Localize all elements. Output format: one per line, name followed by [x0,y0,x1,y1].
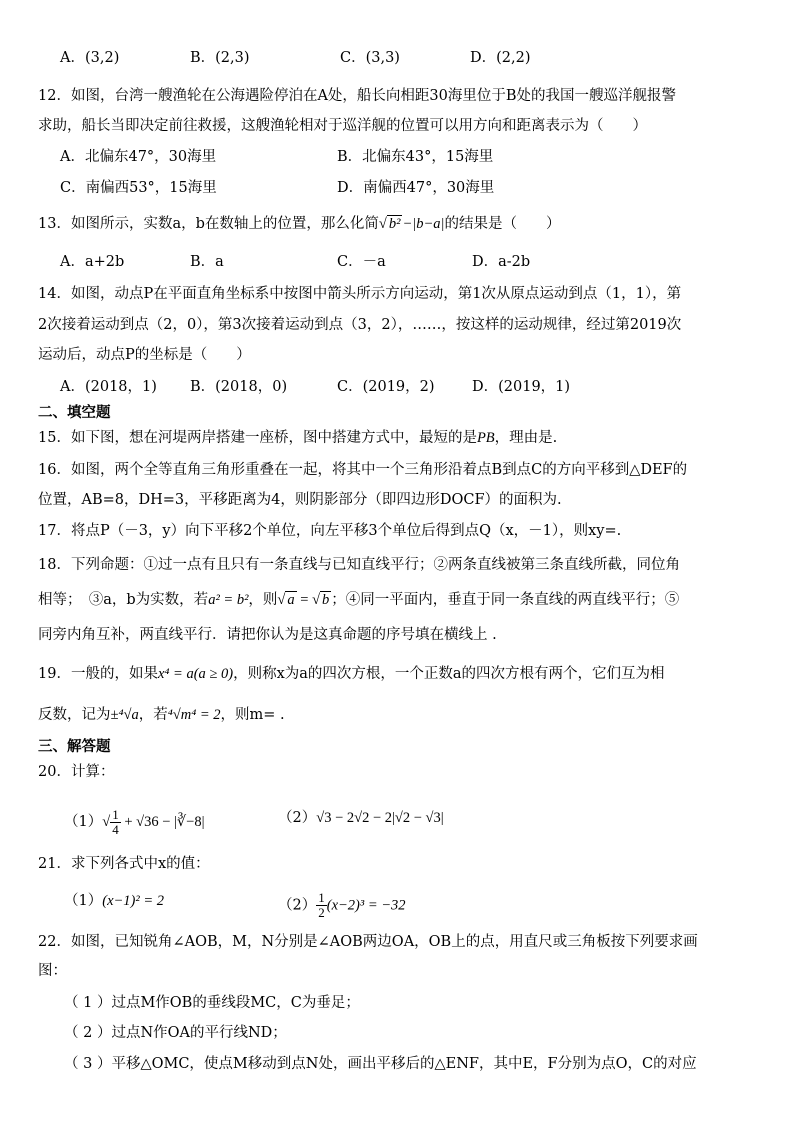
q18-equation: a² = b² [208,592,249,608]
q14-option-d: D．(2019，1) [472,379,571,395]
q15-prefix: 15．如下图，想在河堤两岸搭建一座桥，图中搭建方式中，最短的是 [38,430,477,446]
q15-suffix: ，理由是. [494,430,558,446]
q21-part-2 [278,891,406,920]
q21-expression-1: (x−1)² = 2 [102,893,164,909]
q19-line-2 [38,705,285,725]
q18-line-2: 相等； ③a，b为实数，若a² = b²，则√ a = √ b ；④同一平面内，垂直于同一条直线的两直线平行；⑤ [38,592,680,608]
q20-expression-1: + √36 − |∛−8| [120,813,205,830]
q15-pb: PB [476,430,495,446]
q14-line-2: 2次接着运动到点（2，0），第3次接着运动到点（3，2），……，按这样的运动规律，经过第2019次 [38,317,682,333]
q19-line2-c: ，则m= . [220,707,285,723]
q12-option-b: B．北偏东43°，15海里 [337,149,494,165]
q19-line1-a: 19．一般的，如果 [38,666,158,682]
q20-part-2 [278,808,444,828]
q20-p1-label: （1） [64,813,103,830]
q13-option-d: D．a-2b [472,254,531,270]
q18-line2-c: ；④同一平面内，垂直于同一条直线的两直线平行；⑤ [331,592,680,608]
q22-item-1: （ 1 ）过点M作OB的垂线段MC，C为垂足； [64,995,360,1011]
q13-expression: √ b² −|b−a| [378,216,445,232]
q13-prefix: 13．如图所示，实数a，b在数轴上的位置，那么化简 [38,216,379,232]
section-solve-heading: 三、解答题 [38,739,111,755]
q21-p2-label: （2） [278,897,317,914]
q19-line2-b: ，若 [138,707,168,723]
q19-equation: x⁴ = a(a ≥ 0) [157,666,234,682]
q13-line [38,214,561,234]
q17-line: 17．将点P（－3，y）向下平移2个单位，向左平移3个单位后得到点Q（x，－1），则xy=. [38,523,622,539]
q12-line-1: 12．如图，台湾一艘渔轮在公海遇险停泊在A处，船长向相距30海里位于B处的我国一艘巡洋舰报警 [38,88,677,104]
q13-option-c: C．－a [337,254,386,270]
q11-option-a: A．(3,2) [60,50,120,66]
q22-item-2: （ 2 ）过点N作OA的平行线ND； [64,1025,287,1041]
q18-line-1: 18．下列命题：①过一点有且只有一条直线与已知直线平行；②两条直线被第三条直线所截，同位角 [38,557,680,573]
q11-option-c: C．(3,3) [340,50,400,66]
q11-option-b: B．(2,3) [190,50,250,66]
q14-line-3: 运动后，动点P的坐标是（ ） [38,347,251,363]
q14-option-c: C．(2019，2) [337,379,435,395]
q12-option-a: A．北偏东47°，30海里 [60,149,217,165]
section-fill-in-heading: 二、填空题 [38,405,111,421]
q19-line1-b: ，则称x为a的四次方根，一个正数a的四次方根有两个，它们互为相 [233,666,665,682]
q14-option-b: B．(2018，0) [190,379,288,395]
q20-title: 20．计算： [38,764,115,780]
q22-item-3: （ 3 ）平移△OMC，使点M移动到点N处，画出平移后的△ENF，其中E，F分别为点O，C的对应 [64,1056,697,1072]
q15-line [38,428,557,448]
q20-fraction: $\frac{1}{4}$ [112,807,119,837]
q21-fraction: $\frac{1}{2}$ [318,890,325,920]
q12-line-2: 求助，船长当即决定前往救援，这艘渔轮相对于巡洋舰的位置可以用方向和距离表示为（ ） [38,118,647,134]
q21-p1-label: （1） [64,893,103,909]
q19-root-a: ±⁴√a [110,707,139,723]
q13-abs: −|b−a| [402,216,445,232]
q18-line-3: 同旁内角互补，两直线平行．请把你认为是这真命题的序号填在横线上 . [38,627,497,643]
q21-expression-2: (x−2)³ = −32 [326,897,406,914]
q12-option-d: D．南偏西47°，30海里 [337,180,495,196]
q22-line-2: 图： [38,963,67,979]
q20-part-1: （1）√ $\frac{1}{4}$ + √36 − |∛−8| [64,807,205,837]
q18-sqrt-a: a [287,592,295,608]
q21-title: 21．求下列各式中x的值： [38,856,210,872]
q11-option-d: D．(2,2) [470,50,531,66]
q20-expression-2: √3 − 2√2 − 2|√2 − √3| [316,810,444,826]
q19-line-1 [38,664,665,684]
q18-sqrt-b: b [322,592,330,608]
q18-line2-a: 相等； ③a，b为实数，若 [38,592,209,608]
q14-option-a: A．(2018，1) [60,379,157,395]
q14-line-1: 14．如图，动点P在平面直角坐标系中按图中箭头所示方向运动，第1次从原点运动到点（1，1），第 [38,286,682,302]
q13-option-b: B．a [190,254,224,270]
q20-p2-label: （2） [278,810,317,826]
q13-sqrt: b² [388,216,401,232]
q19-root-m: ⁴√m⁴ = 2 [167,707,221,723]
q19-line2-a: 反数，记为 [38,707,111,723]
q12-option-c: C．南偏西53°，15海里 [60,180,217,196]
q13-option-a: A．a+2b [60,254,125,270]
q22-line-1: 22．如图，已知锐角∠AOB，M，N分别是∠AOB两边OA，OB上的点，用直尺或三角板按下列要求画 [38,934,698,950]
q16-line-1: 16．如图，两个全等直角三角形重叠在一起，将其中一个三角形沿着点B到点C的方向平移到△DEF的 [38,462,688,478]
q18-line2-b: ，则 [248,592,278,608]
q13-suffix: 的结果是（ ） [444,216,561,232]
q18-equals: = [296,592,313,608]
q16-line-2: 位置，AB=8，DH=3，平移距离为4，则阴影部分（即四边形DOCF）的面积为. [38,492,562,508]
q21-part-1 [64,891,164,911]
